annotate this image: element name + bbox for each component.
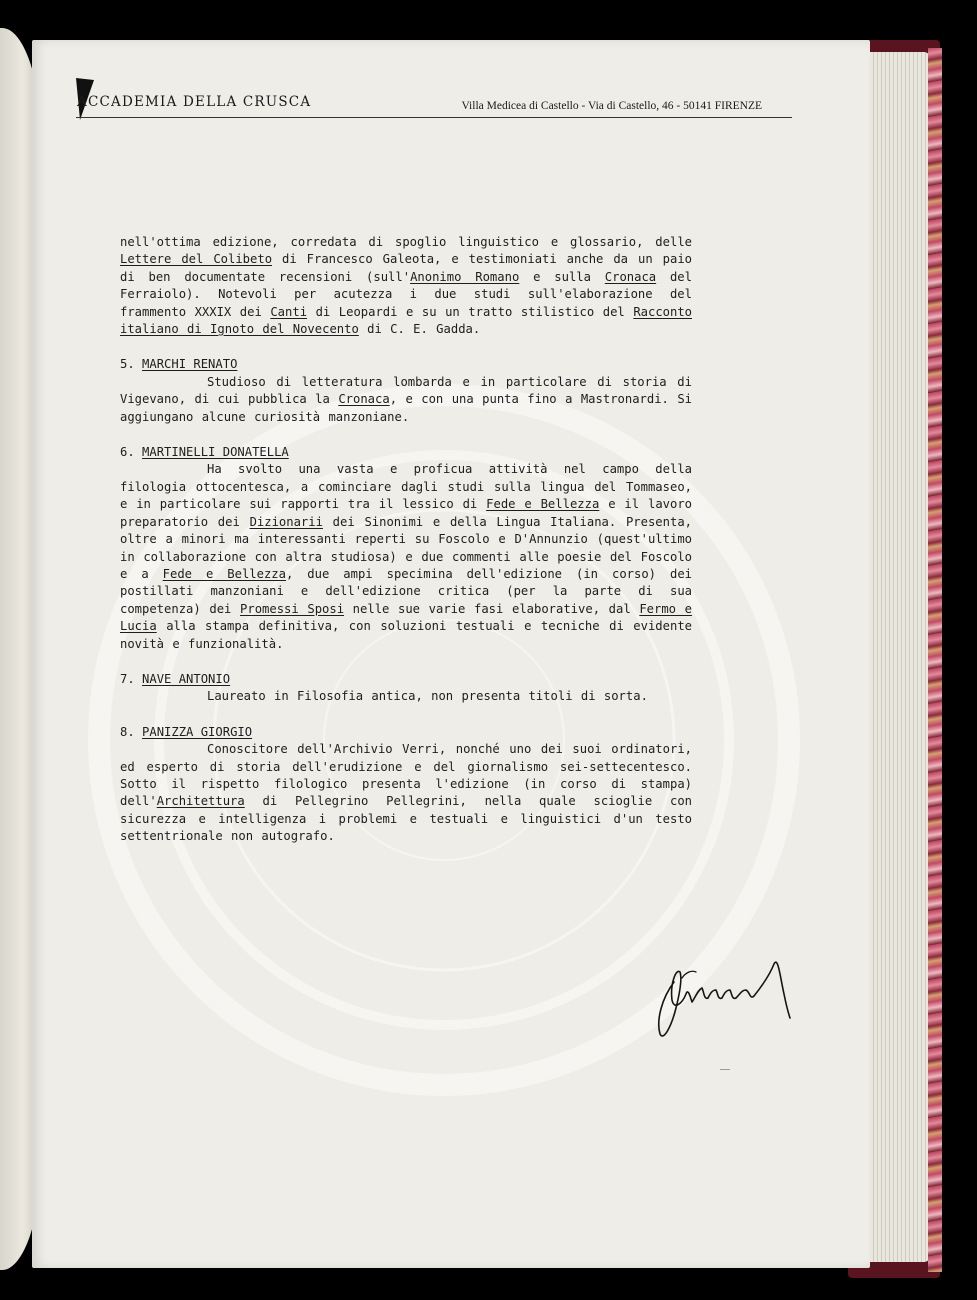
candidate-name: MARTINELLI DONATELLA xyxy=(142,445,289,460)
candidate-sections xyxy=(120,356,692,845)
candidate-heading xyxy=(120,444,692,461)
text-run: nelle sue varie fasi elaborative, dal xyxy=(344,601,640,616)
text-run: Studioso di letteratura lombarda e in particolare di storia di Vigevano, di cui pubblica la xyxy=(120,374,692,407)
underlined-title: Dizionarii xyxy=(249,514,323,529)
candidate-name: MARCHI RENATO xyxy=(142,357,238,372)
underlined-title: Architettura xyxy=(156,794,245,809)
candidate-assessment xyxy=(120,741,692,845)
underlined-title: Promessi Sposi xyxy=(240,601,345,616)
candidate-heading xyxy=(120,356,692,373)
text-run: alla stampa definitiva, con soluzioni testuali e tecniche di evidente novità e funzionalità. xyxy=(120,619,692,651)
marbled-endpaper xyxy=(928,48,942,1272)
candidate-number: 8. xyxy=(120,724,143,739)
text-run: , e con una punta fino a Mastronardi. Si aggiungano alcune curiosità manzoniane. xyxy=(120,392,693,424)
candidate-name: PANIZZA GIORGIO xyxy=(142,724,253,739)
underlined-title: Fede e Bellezza xyxy=(486,497,600,512)
candidate-number: 6. xyxy=(120,445,143,460)
text-run: del Ferraiolo). Notevoli per acutezza i due studi sull'elaborazione del frammento XXXIX dei xyxy=(120,269,692,319)
letterhead-rule xyxy=(76,117,792,118)
text-run: , due ampi specimina dell'edizione (in corso) dei postillati manzoniani e dell'edizione critica (per la parte di sua competenza) dei xyxy=(120,566,692,616)
candidate-assessment xyxy=(120,374,692,426)
candidate-assessment xyxy=(120,688,692,705)
text-run: di Leopardi e su un tratto stilistico del xyxy=(307,304,634,319)
text-run: di Francesco Galeota, e testimoniati anche da un paio di ben documentate recensioni (sull' xyxy=(120,252,692,284)
candidate-section xyxy=(120,671,692,706)
candidate-heading xyxy=(120,724,692,741)
faint-mark xyxy=(720,1069,730,1070)
text-run: nell'ottima edizione, corredata di spoglio linguistico e glossario, delle xyxy=(120,235,692,249)
text-run: di Pellegrino Pellegrini, nella quale scioglie con sicurezza e intelligenza i problemi e testuali e linguistici d'un testo settentrionale non autografo. xyxy=(120,794,692,844)
handwritten-signature xyxy=(652,938,792,1048)
underlined-title: Lettere del Colibeto xyxy=(120,252,273,267)
text-run: Conoscitore dell'Archivio Verri, nonché uno dei suoi ordinatori, ed esperto di storia dell'erudizione e del giornalismo sei-settecentesco. Sotto il rispetto filologico presenta l'edizione (in corso di stampa) dell' xyxy=(120,742,692,809)
document-body xyxy=(120,234,692,846)
letterhead-title: ACCADEMIA DELLA CRUSCA xyxy=(77,94,312,110)
underlined-title: Fermo e Lucia xyxy=(120,601,692,634)
candidate-name: NAVE ANTONIO xyxy=(142,671,231,686)
underlined-title: Anonimo Romano xyxy=(410,269,520,284)
underlined-title: Cronaca xyxy=(338,392,390,407)
candidate-heading xyxy=(120,671,692,688)
underlined-title: Racconto italiano di Ignoto del Novecento xyxy=(120,304,693,337)
underlined-title: Fede e Bellezza xyxy=(162,566,286,581)
candidate-number: 7. xyxy=(120,671,143,686)
candidate-number: 5. xyxy=(120,357,143,372)
candidate-section xyxy=(120,444,692,653)
text-run: Ha svolto una vasta e proficua attività nel campo della filologia ottocentesca, a cominciare dagli studi sulla lingua del Tommaseo, e in particolare sui rapporti tra il lessico di xyxy=(120,462,692,512)
candidate-section xyxy=(120,724,692,846)
letterhead-address: Villa Medicea di Castello - Via di Castello, 46 - 50141 FIRENZE xyxy=(461,100,762,112)
text-run: Laureato in Filosofia antica, non presenta titoli di sorta. xyxy=(207,689,648,704)
text-run: dei Sinonimi e della Lingua Italiana. Presenta, oltre a minori ma interessanti reperti su Foscolo e D'Annunzio (quest'ultimo in collaborazione con altra studiosa) e due commenti alle poesie del Foscolo e a xyxy=(120,514,692,581)
text-run: di C. E. Gadda. xyxy=(358,322,481,337)
text-run: e sulla xyxy=(519,269,605,284)
candidate-section xyxy=(120,356,692,426)
text-run: e il lavoro preparatorio dei xyxy=(120,497,693,529)
underlined-title: Canti xyxy=(270,304,308,319)
intro-paragraph xyxy=(120,234,692,338)
underlined-title: Cronaca xyxy=(604,269,657,284)
candidate-assessment xyxy=(120,461,692,652)
document-page xyxy=(32,40,870,1268)
